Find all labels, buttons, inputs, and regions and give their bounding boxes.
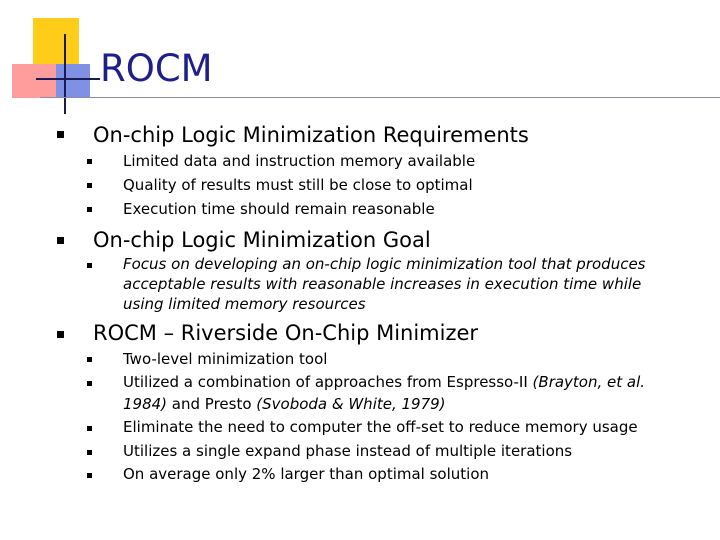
- citation: (Svoboda & White, 1979): [256, 395, 446, 413]
- title-divider: [40, 97, 720, 98]
- slide-title: ROCM: [100, 47, 213, 90]
- section-heading: On-chip Logic Minimization Requirements: [93, 123, 529, 147]
- list-item-line: [123, 371, 645, 393]
- list-item: [123, 254, 646, 314]
- list-item-text: Utilized a combination of approaches from Espresso-II: [123, 373, 533, 391]
- logo-red-square: [12, 64, 56, 98]
- list-item-line: acceptable results with reasonable increases in execution time while: [123, 275, 642, 293]
- list-item-line: [123, 393, 645, 415]
- bullet-icon: [57, 331, 64, 338]
- list-item: Two-level minimization tool: [123, 350, 328, 368]
- section-heading: On-chip Logic Minimization Goal: [93, 228, 431, 252]
- logo-vertical-line: [64, 34, 66, 114]
- list-item: Execution time should remain reasonable: [123, 200, 435, 218]
- sub-bullet-icon: [87, 263, 92, 268]
- list-item: Quality of results must still be close to optimal: [123, 176, 473, 194]
- list-item-line: Focus on developing an on-chip logic minimization tool that produces: [123, 255, 646, 273]
- bullet-icon: [57, 131, 64, 138]
- logo-horizontal-line: [36, 78, 100, 80]
- sub-bullet-icon: [87, 381, 92, 386]
- list-item: On average only 2% larger than optimal solution: [123, 465, 490, 483]
- citation: (Brayton, et al.: [532, 373, 646, 391]
- bullet-icon: [57, 237, 64, 244]
- sub-bullet-icon: [87, 207, 92, 212]
- logo-blue-square: [56, 64, 90, 98]
- sub-bullet-icon: [87, 357, 92, 362]
- logo-yellow-square: [33, 18, 79, 64]
- list-item: Limited data and instruction memory available: [123, 152, 476, 170]
- list-item: Utilizes a single expand phase instead of multiple iterations: [123, 442, 573, 460]
- section-heading: ROCM – Riverside On-Chip Minimizer: [93, 321, 479, 345]
- list-item-text: and Presto: [167, 395, 257, 413]
- list-item-line: using limited memory resources: [123, 295, 366, 313]
- list-item: [123, 371, 645, 415]
- sub-bullet-icon: [87, 473, 92, 478]
- sub-bullet-icon: [87, 450, 92, 455]
- list-item: Eliminate the need to computer the off-set to reduce memory usage: [123, 418, 638, 436]
- sub-bullet-icon: [87, 183, 92, 188]
- sub-bullet-icon: [87, 159, 92, 164]
- sub-bullet-icon: [87, 426, 92, 431]
- citation: 1984): [123, 395, 168, 413]
